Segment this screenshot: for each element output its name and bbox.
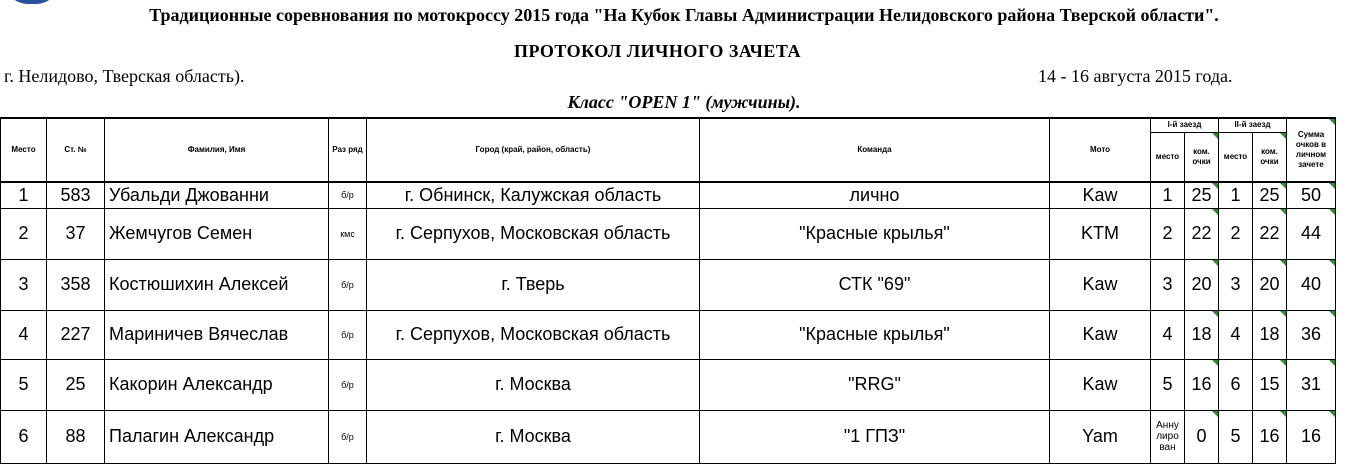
cell-place: 1 xyxy=(1,182,47,208)
col-number: Ст. № xyxy=(47,118,105,182)
cell-moto: Kaw xyxy=(1050,359,1151,410)
cell-city: г. Тверь xyxy=(367,259,700,310)
cell-race1-place: 2 xyxy=(1151,208,1185,259)
cell-rank: б/р xyxy=(329,359,367,410)
cell-total: 16 xyxy=(1287,410,1336,463)
cell-place: 4 xyxy=(1,310,47,359)
col-place: Место xyxy=(1,118,47,182)
col-race1-points: ком. очки xyxy=(1185,132,1219,182)
protocol-title: ПРОТОКОЛ ЛИЧНОГО ЗАЧЕТА xyxy=(513,41,801,61)
col-name: Фамилия, Имя xyxy=(105,118,329,182)
cell-race1-points: 16 xyxy=(1185,359,1219,410)
table-row xyxy=(1,410,1336,463)
col-moto: Мото xyxy=(1050,118,1151,182)
table-row xyxy=(1,359,1336,410)
cell-rank: б/р xyxy=(329,259,367,310)
cell-number: 88 xyxy=(47,410,105,463)
cell-moto: Yam xyxy=(1050,410,1151,463)
cell-team: СТК "69" xyxy=(700,259,1050,310)
cell-name: Палагин Александр xyxy=(105,410,329,463)
cell-total: 50 xyxy=(1287,182,1336,208)
cell-race2-place: 5 xyxy=(1219,410,1253,463)
cell-total: 44 xyxy=(1287,208,1336,259)
col-city: Город (край, район, область) xyxy=(367,118,700,182)
cell-race1-points: 0 xyxy=(1185,410,1219,463)
col-team: Команда xyxy=(700,118,1050,182)
col-race1-place: место xyxy=(1151,132,1185,182)
event-title: Традиционные соревнования по мотокроссу 2015 года "На Кубок Главы Администрации Нелидовского района Тверской области". xyxy=(149,5,1219,25)
col-race1: I-й заезд xyxy=(1151,118,1219,132)
cell-city: г. Обнинск, Калужская область xyxy=(367,182,700,208)
cell-city: г. Серпухов, Московская область xyxy=(367,310,700,359)
cell-number: 358 xyxy=(47,259,105,310)
cell-number: 583 xyxy=(47,182,105,208)
table-row xyxy=(1,208,1336,259)
cell-name: Жемчугов Семен xyxy=(105,208,329,259)
cell-race2-points: 25 xyxy=(1253,182,1287,208)
cell-total: 31 xyxy=(1287,359,1336,410)
col-total: Сумма очков в личном зачете xyxy=(1287,118,1336,182)
cell-name: Мариничев Вячеслав xyxy=(105,310,329,359)
cell-race1-place: Анну лиро ван xyxy=(1151,410,1185,463)
cell-race1-place: 3 xyxy=(1151,259,1185,310)
cell-place: 2 xyxy=(1,208,47,259)
cell-number: 227 xyxy=(47,310,105,359)
col-race2-points: ком. очки xyxy=(1253,132,1287,182)
cell-race1-place: 1 xyxy=(1151,182,1185,208)
cell-race2-place: 4 xyxy=(1219,310,1253,359)
cell-race2-points: 20 xyxy=(1253,259,1287,310)
cell-total: 36 xyxy=(1287,310,1336,359)
cell-team: лично xyxy=(700,182,1050,208)
cell-number: 37 xyxy=(47,208,105,259)
cell-moto: KTM xyxy=(1050,208,1151,259)
col-race2: II-й заезд xyxy=(1219,118,1287,132)
cell-place: 3 xyxy=(1,259,47,310)
cell-race2-place: 1 xyxy=(1219,182,1253,208)
location: г. Нелидово, Тверская область). xyxy=(4,66,245,86)
cell-race1-points: 20 xyxy=(1185,259,1219,310)
cell-race1-points: 22 xyxy=(1185,208,1219,259)
cell-moto: Kaw xyxy=(1050,259,1151,310)
cell-name: Костюшихин Алексей xyxy=(105,259,329,310)
cell-city: г. Серпухов, Московская область xyxy=(367,208,700,259)
cell-team: "Красные крылья" xyxy=(700,310,1050,359)
cell-city: г. Москва xyxy=(367,410,700,463)
cell-team: "RRG" xyxy=(700,359,1050,410)
cell-rank: б/р xyxy=(329,182,367,208)
cell-race2-points: 15 xyxy=(1253,359,1287,410)
cell-moto: Kaw xyxy=(1050,310,1151,359)
cell-race1-points: 25 xyxy=(1185,182,1219,208)
cell-name: Какорин Александр xyxy=(105,359,329,410)
cell-rank: б/р xyxy=(329,310,367,359)
col-race2-place: место xyxy=(1219,132,1253,182)
cell-race2-points: 18 xyxy=(1253,310,1287,359)
cell-race2-place: 6 xyxy=(1219,359,1253,410)
cell-total: 40 xyxy=(1287,259,1336,310)
cell-rank: кмс xyxy=(329,208,367,259)
cell-number: 25 xyxy=(47,359,105,410)
cell-race2-place: 2 xyxy=(1219,208,1253,259)
class-title: Класс "OPEN 1" (мужчины). xyxy=(567,92,801,112)
results-table xyxy=(0,117,1336,464)
col-rank: Раз ряд xyxy=(329,118,367,182)
cell-race2-points: 22 xyxy=(1253,208,1287,259)
cell-rank: б/р xyxy=(329,410,367,463)
cell-team: "1 ГПЗ" xyxy=(700,410,1050,463)
cell-city: г. Москва xyxy=(367,359,700,410)
cell-place: 5 xyxy=(1,359,47,410)
cell-race2-place: 3 xyxy=(1219,259,1253,310)
cell-team: "Красные крылья" xyxy=(700,208,1050,259)
table-row xyxy=(1,182,1336,208)
cell-race2-points: 16 xyxy=(1253,410,1287,463)
cell-name: Убальди Джованни xyxy=(105,182,329,208)
table-row xyxy=(1,310,1336,359)
cell-race1-place: 5 xyxy=(1151,359,1185,410)
cell-race1-points: 18 xyxy=(1185,310,1219,359)
cell-place: 6 xyxy=(1,410,47,463)
logo xyxy=(4,0,60,4)
cell-moto: Kaw xyxy=(1050,182,1151,208)
table-row xyxy=(1,259,1336,310)
event-date: 14 - 16 августа 2015 года. xyxy=(1038,66,1233,86)
cell-race1-place: 4 xyxy=(1151,310,1185,359)
